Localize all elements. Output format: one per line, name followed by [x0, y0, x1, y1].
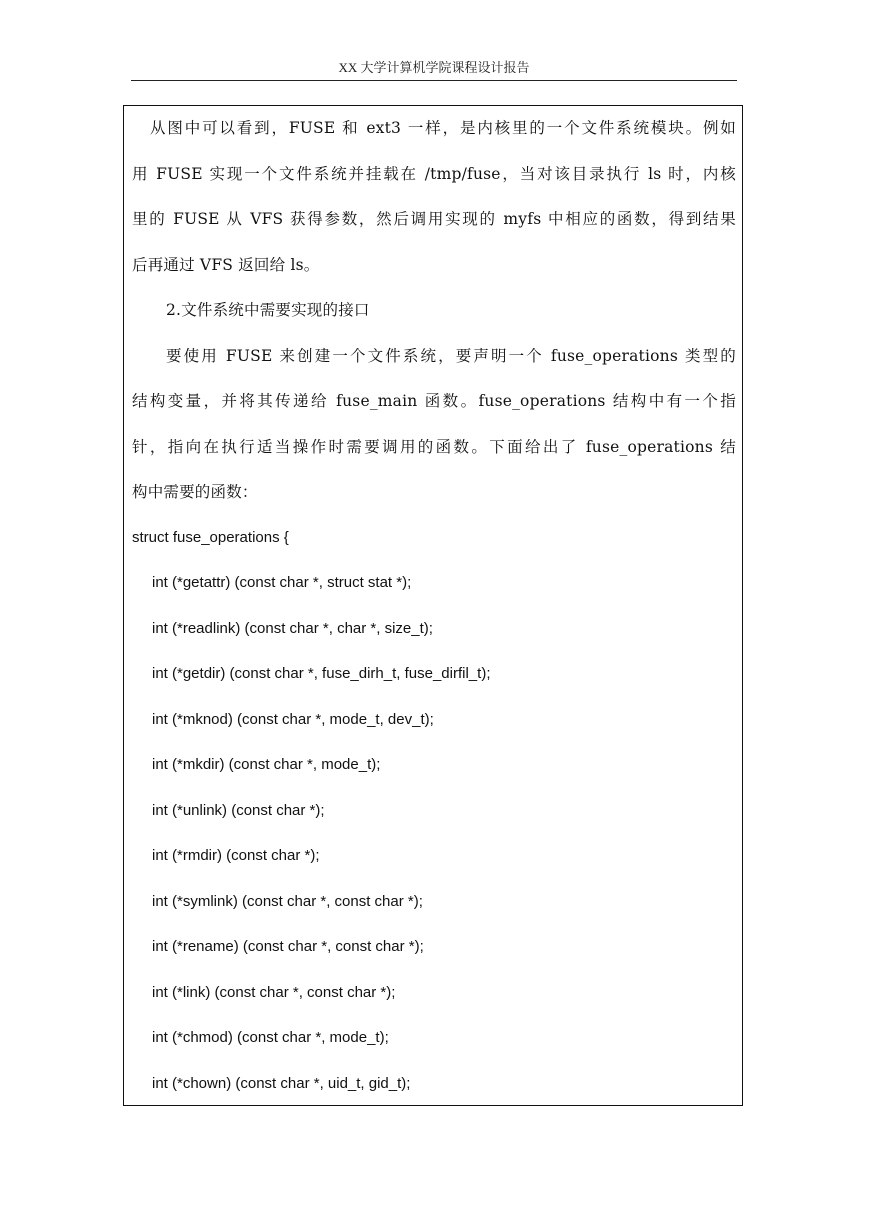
code-line: int (*readlink) (const char *, char *, size_t);: [152, 620, 433, 637]
code-line: int (*symlink) (const char *, const char *);: [152, 893, 423, 910]
code-line: int (*mkdir) (const char *, mode_t);: [152, 756, 381, 773]
code-line: int (*getattr) (const char *, struct stat *);: [152, 574, 412, 591]
code-struct-open: struct fuse_operations {: [132, 529, 289, 546]
page-header: XX 大学计算机学院课程设计报告: [131, 58, 737, 81]
paragraph-line: 后再通过 VFS 返回给 ls。: [132, 256, 320, 274]
paragraph-line: 构中需要的函数：: [132, 483, 258, 501]
code-line: int (*link) (const char *, const char *);: [152, 984, 396, 1001]
code-line: int (*chmod) (const char *, mode_t);: [152, 1029, 389, 1046]
paragraph-line: 要使用 FUSE 来创建一个文件系统，要声明一个 fuse_operations 类型的: [166, 347, 736, 365]
paragraph-line: 针，指向在执行适当操作时需要调用的函数。下面给出了 fuse_operations 结: [132, 438, 736, 456]
section-heading: 2.文件系统中需要实现的接口: [166, 301, 370, 319]
paragraph-line: 用 FUSE 实现一个文件系统并挂载在 /tmp/fuse，当对该目录执行 ls 时，内核: [132, 165, 736, 183]
code-line: int (*rmdir) (const char *);: [152, 847, 320, 864]
code-line: int (*unlink) (const char *);: [152, 802, 325, 819]
code-line: int (*mknod) (const char *, mode_t, dev_t);: [152, 711, 434, 728]
code-line: int (*chown) (const char *, uid_t, gid_t);: [152, 1075, 411, 1092]
paragraph-line: 结构变量，并将其传递给 fuse_main 函数。fuse_operations 结构中有一个指: [132, 392, 736, 410]
code-line: int (*getdir) (const char *, fuse_dirh_t, fuse_dirfil_t);: [152, 665, 491, 682]
paragraph-line: 里的 FUSE 从 VFS 获得参数，然后调用实现的 myfs 中相应的函数，得到结果: [132, 210, 736, 228]
code-line: int (*rename) (const char *, const char *);: [152, 938, 424, 955]
paragraph-line: 从图中可以看到，FUSE 和 ext3 一样，是内核里的一个文件系统模块。例如: [150, 119, 736, 137]
